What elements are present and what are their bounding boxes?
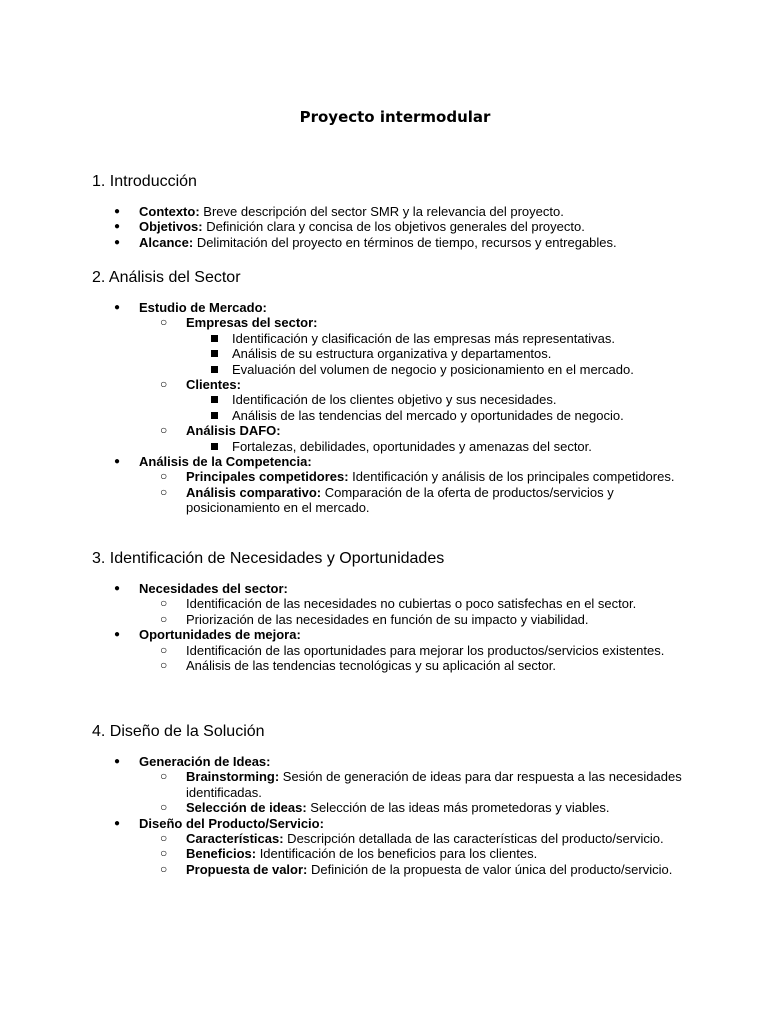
list-item [92,204,692,219]
item-label: Contexto: [139,204,200,219]
item-label: Características: [186,831,284,847]
item-text: Definición de la propuesta de valor única del producto/servicio. [307,861,673,877]
item-label: Diseño del Producto/Servicio: [139,815,324,831]
item-text: Delimitación del proyecto en términos de tiempo, recursos y entregables. [193,234,617,250]
bullet-list [92,204,692,250]
item-label: Análisis de la Competencia: [139,454,312,470]
sub-sub-list-item: Identificación y clasificación de las empresas más representativas. [186,331,692,346]
section-heading: 3. Identificación de Necesidades y Oportunidades [92,550,445,567]
item-text: Descripción detallada de las características del producto/servicio. [283,831,664,847]
item-label: Análisis DAFO: [186,423,281,439]
section-heading: 2. Análisis del Sector [92,269,241,286]
section-necesidades [92,549,692,673]
section-diseno-solucion [92,722,692,877]
list-item [92,300,692,454]
item-label: Estudio de Mercado: [139,300,267,315]
sub-list-item [139,377,692,423]
item-label: Generación de Ideas: [139,754,271,769]
bullet-list [92,300,692,516]
sub-sub-list [186,331,692,377]
sub-list [92,769,692,815]
sub-sub-list-item: Fortalezas, debilidades, oportunidades y amenazas del sector. [186,439,692,454]
item-label: Análisis comparativo: [186,484,322,500]
sub-list-item [139,469,692,484]
sub-list [92,315,692,454]
sub-list-item [139,862,692,877]
item-text: Definición clara y concisa de los objetivos generales del proyecto. [202,219,585,235]
item-label: Clientes: [186,377,241,393]
sub-list [92,596,692,627]
list-item [92,816,692,878]
list-item [92,235,692,250]
sub-list-item [139,485,692,516]
sub-list-item [139,769,692,800]
item-label: Necesidades del sector: [139,581,288,596]
bullet-list [92,754,692,877]
list-item [92,454,692,516]
sub-list-item [139,423,692,454]
section-introduccion [92,172,692,250]
item-label: Selección de ideas: [186,800,307,816]
sub-list-item [139,846,692,861]
sub-sub-list-item: Identificación de los clientes objetivo y sus necesidades. [186,392,692,407]
sub-sub-list [186,392,692,423]
item-label: Principales competidores: [186,469,349,485]
sub-sub-list-item: Análisis de su estructura organizativa y departamentos. [186,346,692,361]
item-label: Brainstorming: [186,769,280,785]
item-text: Identificación de los beneficios para los clientes. [256,846,538,862]
section-analisis-sector [92,268,692,516]
sub-list-item: ○ Priorización de las necesidades en función de su impacto y viabilidad. [139,612,692,627]
sub-list [92,469,692,515]
section-heading: 1. Introducción [92,173,197,190]
section-heading: 4. Diseño de la Solución [92,723,265,740]
list-item [92,219,692,234]
sub-sub-list [186,439,692,454]
sub-list-item [139,315,692,377]
sub-list-item [139,800,692,815]
list-item [92,581,692,627]
item-label: Propuesta de valor: [186,861,308,877]
item-text: Identificación y análisis de los principales competidores. [348,469,675,485]
sub-list [92,831,692,877]
list-item [92,627,692,673]
list-item [92,754,692,816]
sub-sub-list-item: Análisis de las tendencias del mercado y oportunidades de negocio. [186,408,692,423]
item-label: Beneficios: [186,846,257,862]
item-text: Sesión de generación de ideas para dar respuesta a las necesidades identificadas. [186,769,682,800]
sub-list-item: ○ Análisis de las tendencias tecnológicas y su aplicación al sector. [139,658,692,673]
sub-sub-list-item: Evaluación del volumen de negocio y posicionamiento en el mercado. [186,362,692,377]
document-title: Proyecto intermodular [299,108,491,126]
sub-list-item: ○ Identificación de las oportunidades para mejorar los productos/servicios existentes. [139,643,692,658]
item-text: Selección de las ideas más prometedoras y viables. [306,800,610,816]
sub-list [92,643,692,674]
item-label: Oportunidades de mejora: [139,627,301,643]
item-text: Comparación de la oferta de productos/servicios y posicionamiento en el mercado. [186,484,614,516]
item-label: Objetivos: [139,219,203,235]
item-label: Alcance: [139,234,194,250]
sub-list-item [139,831,692,846]
sub-list-item: ○ Identificación de las necesidades no cubiertas o poco satisfechas en el sector. [139,596,692,611]
item-text: Breve descripción del sector SMR y la relevancia del proyecto. [199,204,564,219]
bullet-list [92,581,692,673]
item-label: Empresas del sector: [186,315,318,331]
